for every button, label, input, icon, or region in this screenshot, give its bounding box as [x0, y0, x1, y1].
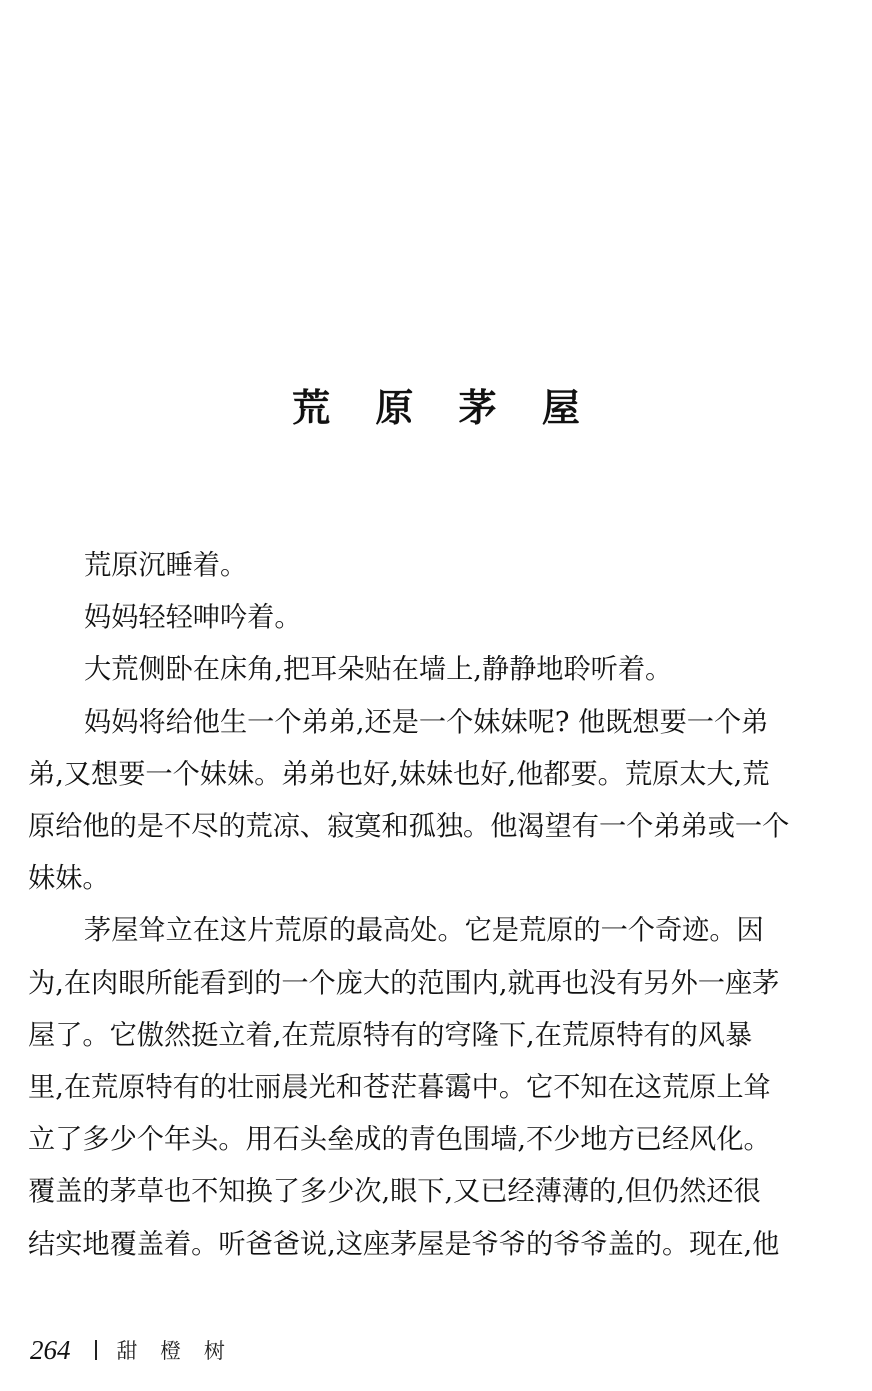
paragraph-1	[28, 540, 844, 592]
text-line: 妈妈轻轻呻吟着。	[84, 602, 302, 634]
text-line: 为,在肉眼所能看到的一个庞大的范围内,就再也没有另外一座茅	[28, 967, 780, 999]
book-title: 甜 橙 树	[116, 1339, 233, 1363]
paragraph-4	[28, 697, 844, 906]
text-line: 茅屋耸立在这片荒原的最高处。它是荒原的一个奇迹。因	[84, 915, 764, 947]
text-line: 大荒侧卧在床角,把耳朵贴在墙上,静静地聆听着。	[84, 654, 673, 686]
footer-divider	[95, 1340, 97, 1360]
text-line: 结实地覆盖着。听爸爸说,这座茅屋是爷爷的爷爷盖的。现在,他	[28, 1228, 780, 1260]
chapter-body	[28, 540, 844, 1271]
text-line: 里,在荒原特有的壮丽晨光和苍茫暮霭中。它不知在这荒原上耸	[28, 1072, 771, 1104]
text-line: 弟,又想要一个妹妹。弟弟也好,妹妹也好,他都要。荒原太大,荒	[28, 758, 770, 790]
text-line: 立了多少个年头。用石头垒成的青色围墙,不少地方已经风化。	[28, 1124, 771, 1156]
paragraph-5	[28, 905, 844, 1270]
text-line: 屋了。它傲然挺立着,在荒原特有的穹隆下,在荒原特有的风暴	[28, 1019, 753, 1051]
chapter-title: 荒 原 茅 屋	[292, 386, 596, 430]
text-line: 覆盖的茅草也不知换了多少次,眼下,又已经薄薄的,但仍然还很	[28, 1176, 761, 1208]
text-line: 妈妈将给他生一个弟弟,还是一个妹妹呢? 他既想要一个弟	[84, 706, 769, 738]
paragraph-2	[28, 592, 844, 644]
text-line: 原给他的是不尽的荒凉、寂寞和孤独。他渴望有一个弟弟或一个	[28, 811, 790, 843]
paragraph-3	[28, 644, 844, 696]
text-line: 荒原沉睡着。	[84, 550, 248, 581]
text-line: 妹妹。	[28, 863, 110, 895]
page-footer	[30, 1333, 233, 1367]
page-number: 264	[30, 1334, 71, 1365]
